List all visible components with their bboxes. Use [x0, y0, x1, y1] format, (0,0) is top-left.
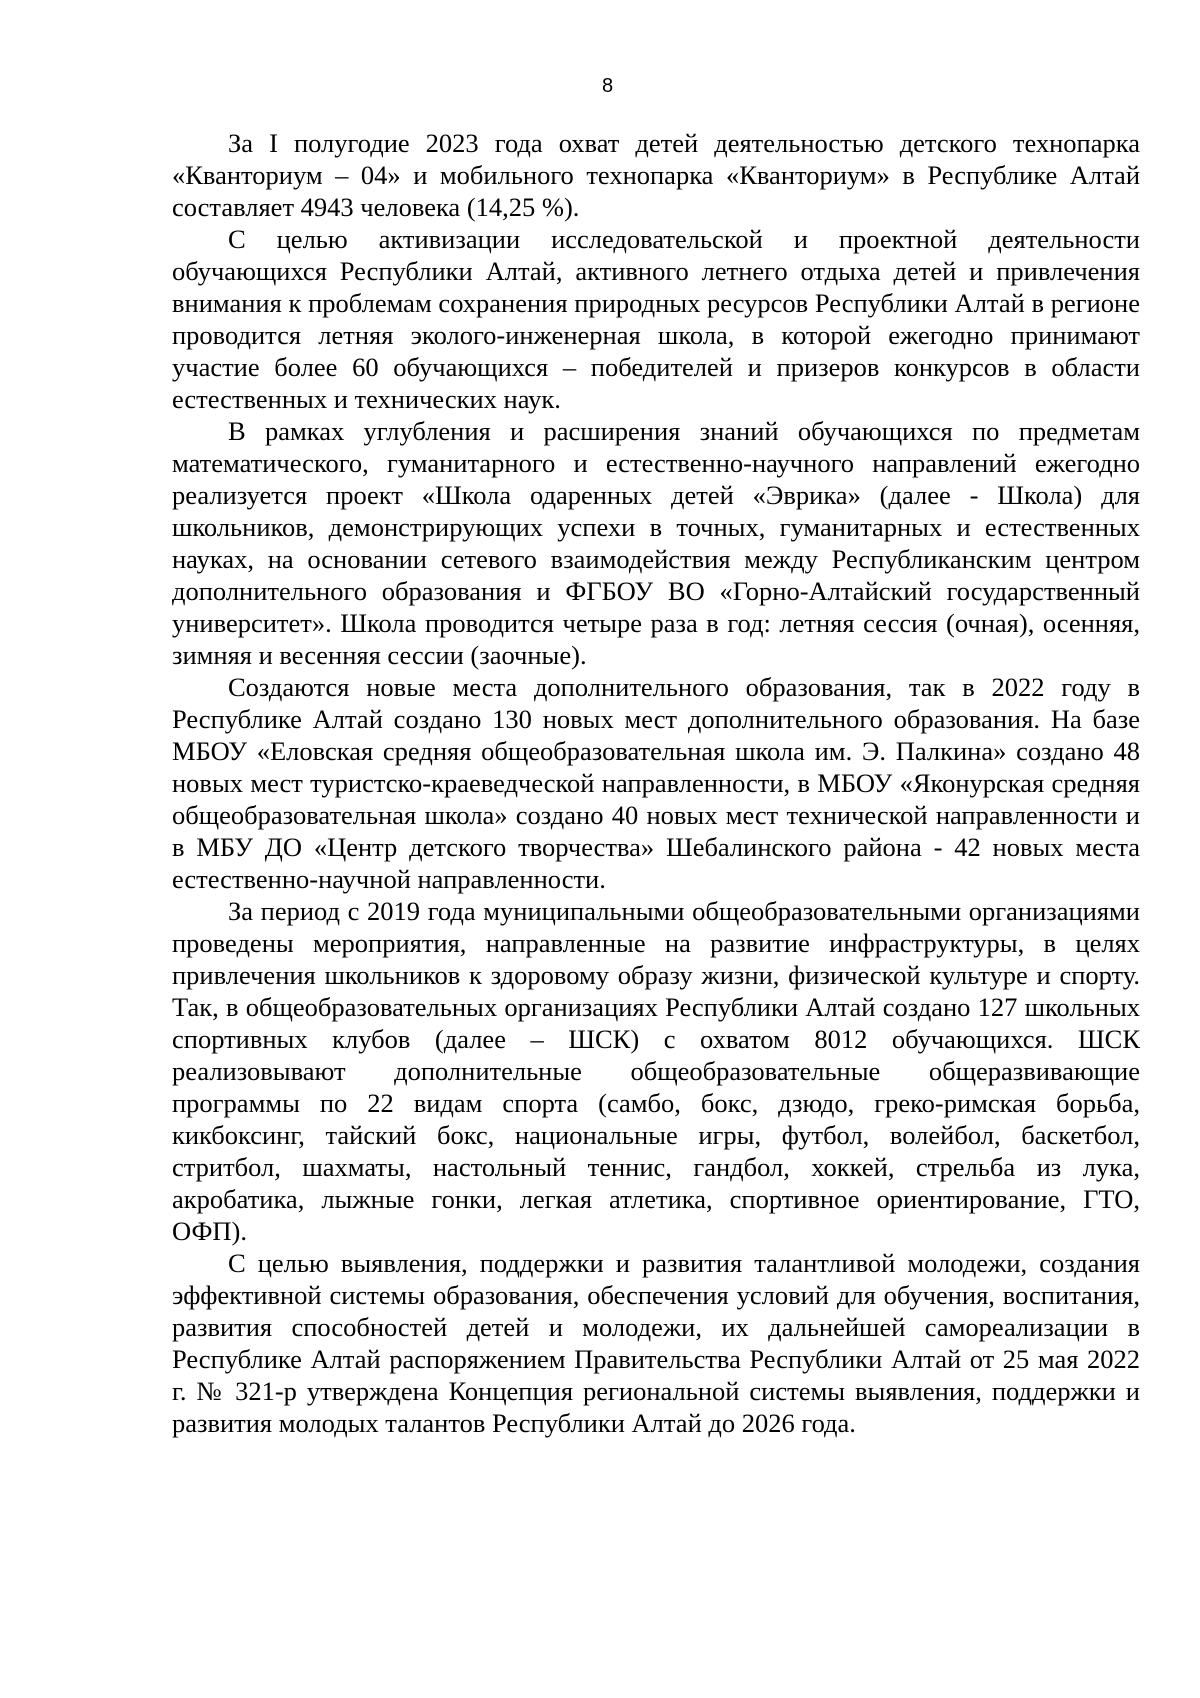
page-number: 8 [601, 75, 614, 97]
paragraph-talent-concept: С целью выявления, поддержки и развития талантливой молодежи, создания эффективной системы образования, обеспечения условий для обучения, воспитания, развития способностей детей и молодежи, их дальнейшей самореализации в Республике Алтай распоряжением Правительства Республики Алтай от 25 мая 2022 г. № 321-р утверждена Концепция региональной системы выявления, поддержки и развития молодых талантов Республики Алтай до 2026 года. [172, 1248, 1140, 1438]
paragraph-evrika-school: В рамках углубления и расширения знаний обучающихся по предметам математического, гуманитарного и естественно-научного направлений ежегодно реализуется проект «Школа одаренных детей «Эврика» (далее - Школа) для школьников, демонстрирующих успехи в точных, гуманитарных и естественных науках, на основании сетевого взаимодействия между Республиканским центром дополнительного образования и ФГБОУ ВО «Горно-Алтайский государственный университет». Школа проводится четыре раза в год: летняя сессия (очная), осенняя, зимняя и весенняя сессии (заочные). [172, 416, 1140, 670]
paragraph-school-sports-clubs: За период с 2019 года муниципальными общеобразовательными организациями проведены мероприятия, направленные на развитие инфраструктуры, в целях привлечения школьников к здоровому образу жизни, физической культуре и спорту. Так, в общеобразовательных организациях Республики Алтай создано 127 школьных спортивных клубов (далее – ШСК) с охватом 8012 обучающихся. ШСК реализовывают дополнительные общеобразовательные общеразвивающие программы по 22 видам спорта (самбо, бокс, дзюдо, греко-римская борьба, кикбоксинг, тайский бокс, национальные игры, футбол, волейбол, баскетбол, стритбол, шахматы, настольный теннис, гандбол, хоккей, стрельба из лука, акробатика, лыжные гонки, легкая атлетика, спортивное ориентирование, ГТО, ОФП). [172, 896, 1140, 1246]
paragraph-kvantorium-coverage: За I полугодие 2023 года охват детей деятельностью детского технопарка «Кванториум – 04» и мобильного технопарка «Кванториум» в Республике Алтай составляет 4943 человека (14,25 %). [172, 128, 1140, 222]
document-body [172, 127, 1140, 1439]
paragraph-eco-engineering-school: С целью активизации исследовательской и проектной деятельности обучающихся Республики Алтай, активного летнего отдыха детей и привлечения внимания к проблемам сохранения природных ресурсов Республики Алтай в регионе проводится летняя эколого-инженерная школа, в которой ежегодно принимают участие более 60 обучающихся – победителей и призеров конкурсов в области естественных и технических наук. [172, 224, 1140, 414]
paragraph-new-education-places: Создаются новые места дополнительного образования, так в 2022 году в Республике Алтай создано 130 новых мест дополнительного образования. На базе МБОУ «Еловская средняя общеобразовательная школа им. Э. Палкина» создано 48 новых мест туристско-краеведческой направленности, в МБОУ «Яконурская средняя общеобразовательная школа» создано 40 новых мест технической направленности и в МБУ ДО «Центр детского творчества» Шебалинского района - 42 новых места естественно-научной направленности. [172, 672, 1140, 894]
